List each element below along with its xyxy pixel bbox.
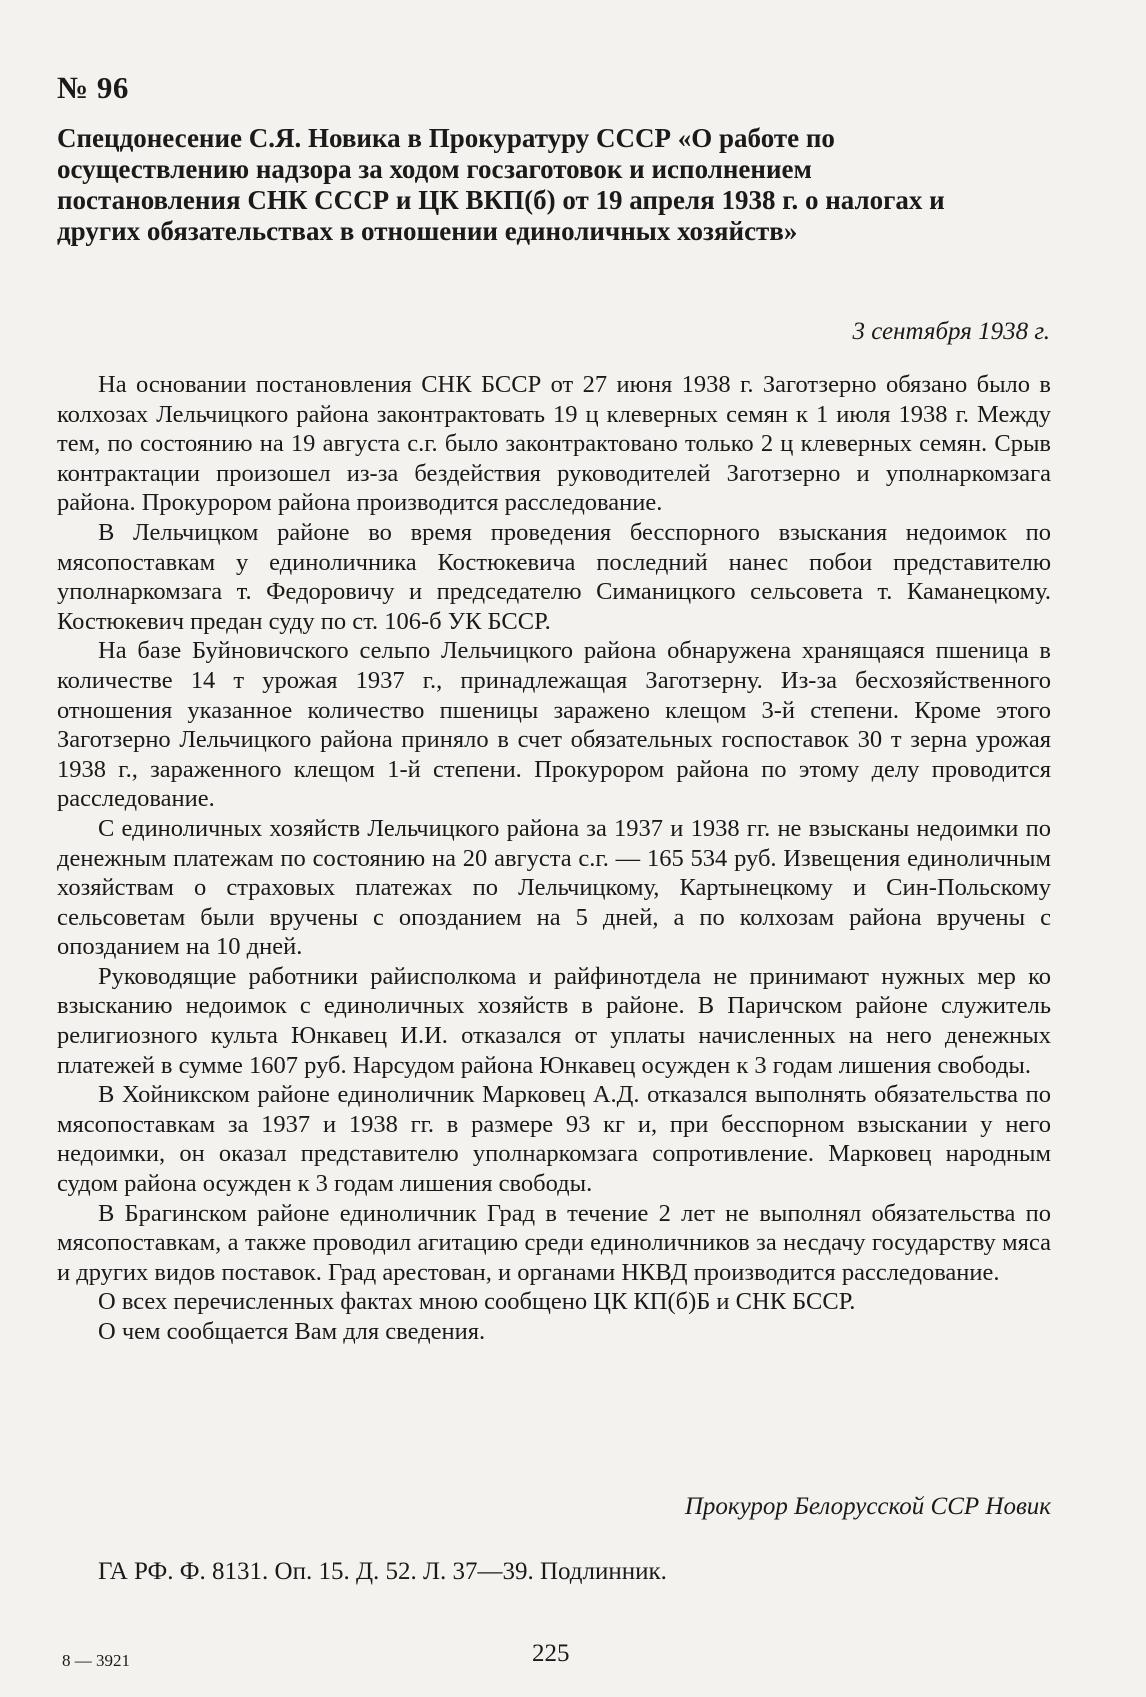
- document-number: № 96: [57, 70, 129, 105]
- document-date: 3 сентября 1938 г.: [852, 318, 1050, 345]
- body-paragraph: В Лельчицком районе во время проведения бесспорного взыскания недоимок по мясопоставкам у единоличника Костюкевича последний нанес побои представителю уполнаркомзага т. Федоровичу и председателю Симаницкого сельсовета т. Каманецкому. Костюкевич предан суду по ст. 106-б УК БССР.: [57, 518, 1051, 635]
- signature: Прокурор Белорусской ССР Новик: [684, 1493, 1051, 1520]
- page-number: 225: [532, 1640, 570, 1667]
- body-paragraph: С единоличных хозяйств Лельчицкого района за 1937 и 1938 гг. не взысканы недоимки по денежным платежам по состоянию на 20 августа с.г. — 165 534 руб. Извещения единоличным хозяйствам о страховых платежах по Лельчицкому, Картынецкому и Син-Польскому сельсоветам были вручены с опозданием на 5 дней, а по колхозам района вручены с опозданием на 10 дней.: [57, 814, 1051, 961]
- body-paragraph: Руководящие работники райисполкома и райфинотдела не принимают нужных мер ко взысканию недоимок с единоличных хозяйств в районе. В Паричском районе служитель религиозного культа Юнкавец И.И. отказался от уплаты начисленных на него денежных платежей в сумме 1607 руб. Нарсудом района Юнкавец осужден к 3 годам лишения свободы.: [57, 962, 1051, 1079]
- body-paragraph: О чем сообщается Вам для сведения.: [98, 1318, 486, 1345]
- print-code: 8 — 3921: [62, 1651, 130, 1670]
- body-paragraph: На базе Буйновичского сельпо Лельчицкого района обнаружена хранящаяся пшеница в количестве 14 т урожая 1937 г., принадлежащая Заготзерну. Из-за бесхозяйственного отношения указанное количество пшеницы заражено клещом 3-й степени. Кроме этого Заготзерно Лельчицкого района приняло в счет обязательных госпоставок 30 т зерна урожая 1938 г., зараженного клещом 1-й степени. Прокурором района по этому делу проводится расследование.: [57, 637, 1051, 813]
- document-title: Спецдонесение С.Я. Новика в Прокуратуру СССР «О работе по осуществлению надзора за ходом госзаготовок и исполнением постановления СНК СССР и ЦК ВКП(б) от 19 апреля 1938 г. о налогах и других обязательствах в отношении единоличных хозяйств»: [57, 123, 945, 246]
- body-paragraph: О всех перечисленных фактах мною сообщено ЦК КП(б)Б и СНК БССР.: [98, 1288, 856, 1316]
- document-body: [57, 370, 1051, 1347]
- body-paragraph: В Хойникском районе единоличник Марковец А.Д. отказался выполнять обязательства по мясопоставкам за 1937 и 1938 гг. в размере 93 кг и, при бесспорном взыскании у него недоимки, он оказал представителю уполнаркомзага сопротивление. Марковец народным судом района осужден к 3 годам лишения свободы.: [57, 1081, 1051, 1198]
- body-paragraph: В Брагинском районе единоличник Град в течение 2 лет не выполнял обязательства по мясопоставкам, а также проводил агитацию среди единоличников за несдачу государству мяса и других видов поставок. Град арестован, и органами НКВД производится расследование.: [57, 1199, 1051, 1286]
- body-paragraph: На основании постановления СНК БССР от 27 июня 1938 г. Заготзерно обязано было в колхозах Лельчицкого района законтрактовать 19 ц клеверных семян к 1 июля 1938 г. Между тем, по состоянию на 19 августа с.г. было законтрактовано только 2 ц клеверных семян. Срыв контрактации произошел из-за бездействия руководителей Заготзерно и уполнаркомзага района. Прокурором района производится расследование.: [57, 371, 1051, 517]
- archive-source: ГА РФ. Ф. 8131. Оп. 15. Д. 52. Л. 37—39. Подлинник.: [98, 1558, 667, 1585]
